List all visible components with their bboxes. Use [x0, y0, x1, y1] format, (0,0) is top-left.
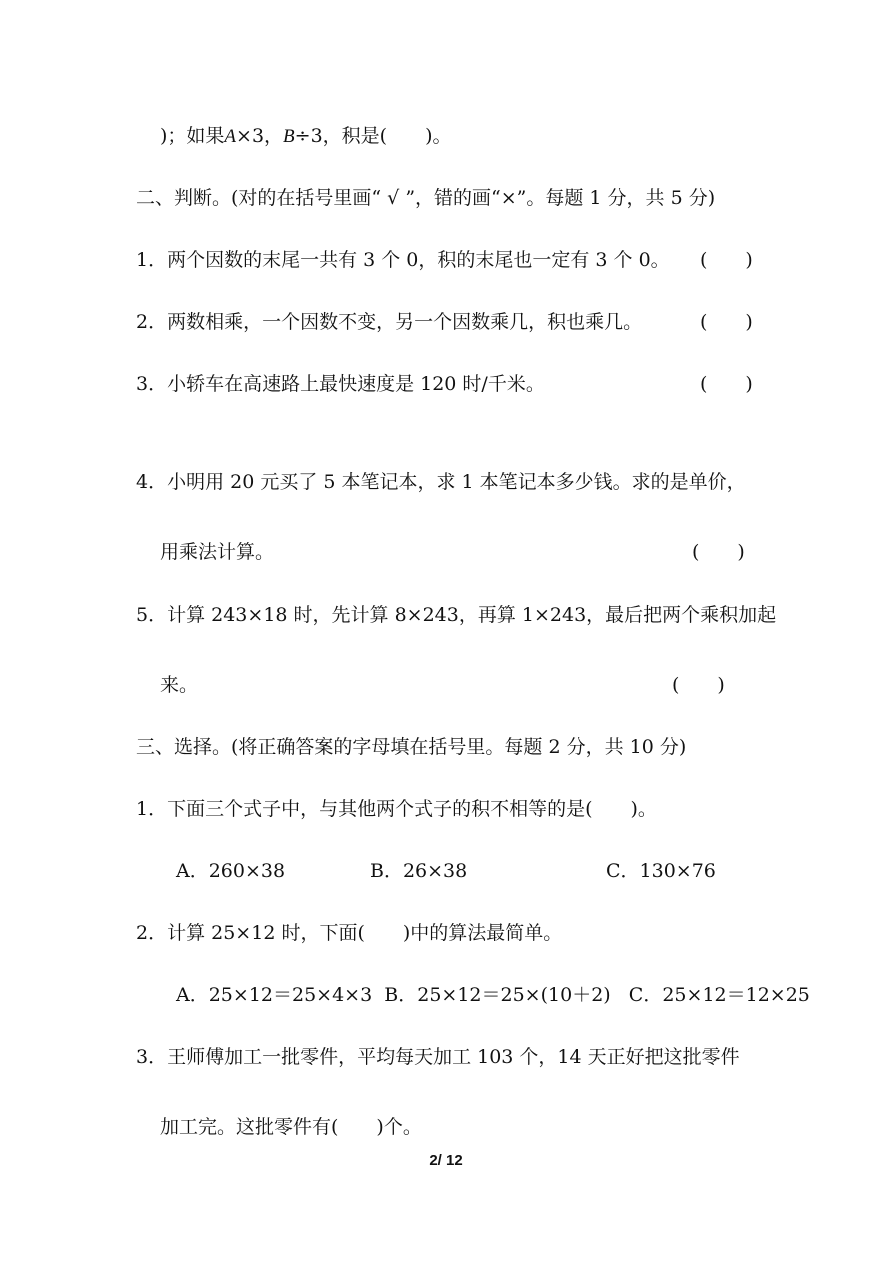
judge-answer-4[interactable]: ( ): [692, 541, 745, 563]
var-a: A: [224, 126, 237, 147]
choice-q1-option-b[interactable]: B．26×38: [370, 860, 468, 882]
var-b: B: [283, 126, 295, 147]
choice-q1: 1．下面三个式子中，与其他两个式子的积不相等的是( )。: [136, 798, 657, 820]
choice-q2: 2．计算 25×12 时，下面( )中的算法最简单。: [136, 922, 563, 944]
judge-item-1: 1．两个因数的末尾一共有 3 个 0，积的末尾也一定有 3 个 0。: [136, 249, 670, 271]
choice-q3: 3．王师傅加工一批零件，平均每天加工 103 个，14 天正好把这批零件: [136, 1046, 740, 1068]
judge-item-3: 3．小轿车在高速路上最快速度是 120 时/千米。: [136, 373, 545, 395]
judge-item-5: 5．计算 243×18 时，先计算 8×243，再算 1×243，最后把两个乘积加起: [136, 604, 777, 626]
prev-close-text: )；如果: [160, 125, 225, 147]
judge-item-4: 4．小明用 20 元买了 5 本笔记本，求 1 本笔记本多少钱。求的是单价，: [136, 471, 746, 493]
choice-q3-cont: 加工完。这批零件有( )个。: [160, 1116, 422, 1138]
choice-q2-options[interactable]: A．25×12＝25×4×3 B．25×12＝25×(10＋2) C．25×12＝12×25: [176, 984, 810, 1006]
prev-question-end: [160, 124, 452, 149]
judge-item-2: 2．两数相乘，一个因数不变，另一个因数乘几，积也乘几。: [136, 311, 643, 333]
b-op: ÷3，积是( )。: [294, 125, 452, 147]
section3-heading: 三、选择。(将正确答案的字母填在括号里。每题 2 分，共 10 分): [136, 736, 687, 758]
page-number: 2/ 12: [429, 1152, 463, 1169]
section2-heading: 二、判断。(对的在括号里画“ √ ”，错的画“×”。每题 1 分，共 5 分): [136, 187, 716, 209]
judge-item-4-cont: 用乘法计算。: [160, 541, 275, 563]
judge-answer-3[interactable]: ( ): [700, 373, 753, 395]
judge-item-5-cont: 来。: [160, 674, 199, 696]
choice-q1-option-c[interactable]: C．130×76: [606, 860, 716, 882]
choice-q1-option-a[interactable]: A．260×38: [176, 860, 286, 882]
judge-answer-2[interactable]: ( ): [700, 311, 753, 333]
judge-answer-5[interactable]: ( ): [672, 674, 725, 696]
judge-answer-1[interactable]: ( ): [700, 249, 753, 271]
a-op: ×3，: [236, 125, 284, 147]
